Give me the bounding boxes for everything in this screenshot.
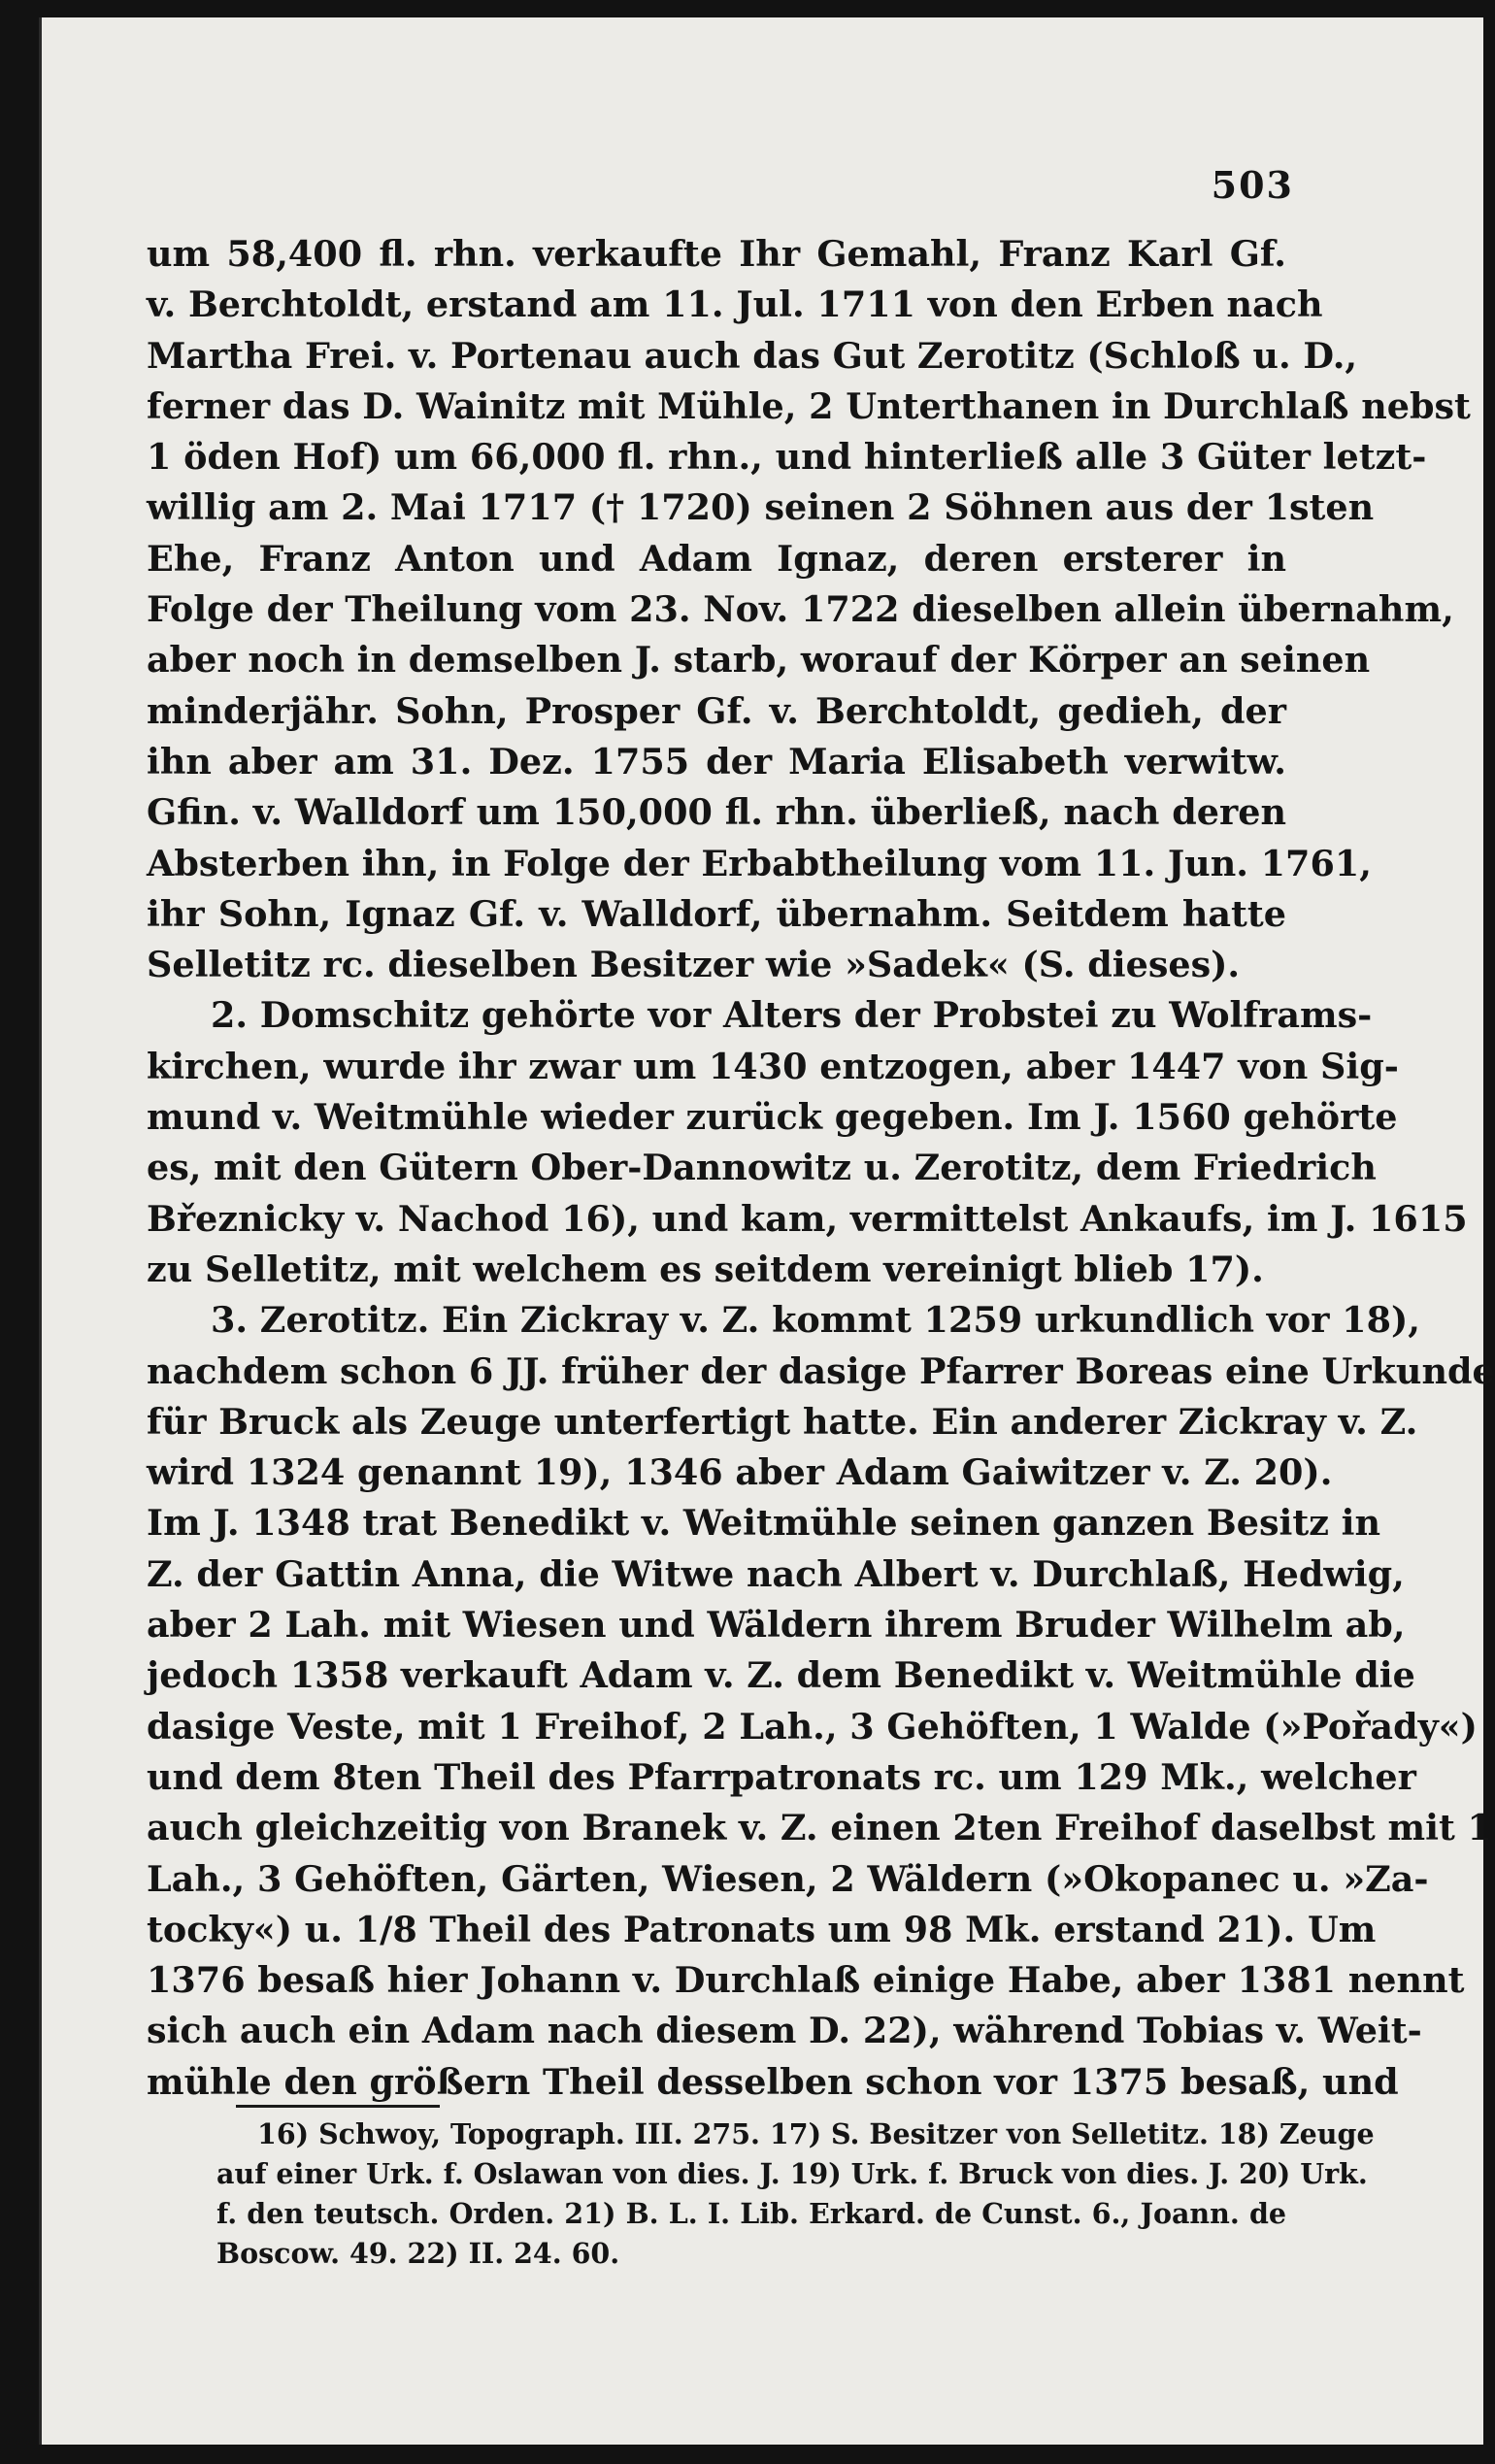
text-line: kirchen, wurde ihr zwar um 1430 entzogen, aber 1447 von Sig- <box>147 1045 1399 1087</box>
text-line: auch gleichzeitig von Branek v. Z. einen 2ten Freihof daselbst mit 1 <box>147 1807 1492 1849</box>
text-line: und dem 8ten Theil des Pfarrpatronats rc. um 129 Mk., welcher <box>147 1755 1416 1798</box>
paragraph-start-line: 3. Zerotitz. Ein Zickray v. Z. kommt 1259 urkundlich vor 18), <box>211 1299 1420 1342</box>
text-line: jedoch 1358 verkauft Adam v. Z. dem Benedikt v. Weitmühle die <box>147 1654 1415 1697</box>
text-line: nachdem schon 6 JJ. früher der dasige Pfarrer Boreas eine Urkunde <box>147 1349 1495 1392</box>
text-line: Selletitz rc. dieselben Besitzer wie »Sadek« (S. dieses). <box>147 944 1241 986</box>
text-line: Absterben ihn, in Folge der Erbabtheilung vom 11. Jun. 1761, <box>147 842 1372 884</box>
text-line: tocky«) u. 1/8 Theil des Patronats um 98 Mk. erstand 21). Um <box>147 1908 1377 1950</box>
text-line: Z. der Gattin Anna, die Witwe nach Albert v. Durchlaß, Hedwig, <box>147 1552 1405 1595</box>
body-text <box>147 229 1495 2108</box>
text-line: ihn aber am 31. Dez. 1755 der Maria Elisabeth verwitw. <box>147 740 1286 782</box>
text-line: aber 2 Lah. mit Wiesen und Wäldern ihrem Bruder Wilhelm ab, <box>147 1604 1406 1647</box>
text-line: es, mit den Gütern Ober-Dannowitz u. Zerotitz, dem Friedrich <box>147 1147 1377 1189</box>
text-line: ihr Sohn, Ignaz Gf. v. Walldorf, übernahm. Seitdem hatte <box>147 892 1286 935</box>
paragraph-start-line: 2. Domschitz gehörte vor Alters der Probstei zu Wolframs- <box>211 994 1373 1037</box>
text-line: Ehe, Franz Anton und Adam Ignaz, deren ersterer in <box>147 537 1286 580</box>
text-line: dasige Veste, mit 1 Freihof, 2 Lah., 3 Gehöften, 1 Walde (»Pořady«) <box>147 1705 1478 1748</box>
text-line: 1376 besaß hier Johann v. Durchlaß einige Habe, aber 1381 nennt <box>147 1959 1465 2002</box>
text-line: sich auch ein Adam nach diesem D. 22), während Tobias v. Weit- <box>147 2010 1422 2052</box>
footnotes <box>216 2114 1375 2274</box>
footnote-line: Boscow. 49. 22) II. 24. 60. <box>216 2237 620 2270</box>
footnote-line: 16) Schwoy, Topograph. III. 275. 17) S. Besitzer von Selletitz. 18) Zeuge <box>257 2117 1375 2150</box>
text-line: Folge der Theilung vom 23. Nov. 1722 dieselben allein übernahm, <box>147 588 1454 631</box>
text-line: minderjähr. Sohn, Prosper Gf. v. Berchtoldt, gedieh, der <box>147 689 1286 732</box>
text-line: Martha Frei. v. Portenau auch das Gut Zerotitz (Schloß u. D., <box>147 334 1358 377</box>
page-number: 503 <box>1211 163 1294 207</box>
text-line: Březnicky v. Nachod 16), und kam, vermittelst Ankaufs, im J. 1615 <box>147 1197 1468 1240</box>
text-line: mund v. Weitmühle wieder zurück gegeben. Im J. 1560 gehörte <box>147 1096 1398 1139</box>
footnote-line: f. den teutsch. Orden. 21) B. L. I. Lib. Erkard. de Cunst. 6., Joann. de <box>216 2197 1286 2230</box>
text-line: Im J. 1348 trat Benedikt v. Weitmühle seinen ganzen Besitz in <box>147 1502 1381 1545</box>
text-line: um 58,400 fl. rhn. verkaufte Ihr Gemahl, Franz Karl Gf. <box>147 233 1286 275</box>
book-page <box>39 17 1495 2445</box>
footnote-line: auf einer Urk. f. Oslawan von dies. J. 19) Urk. f. Bruck von dies. J. 20) Urk. <box>216 2157 1368 2190</box>
text-line: willig am 2. Mai 1717 († 1720) seinen 2 Söhnen aus der 1sten <box>147 486 1375 529</box>
text-line: aber noch in demselben J. starb, worauf der Körper an seinen <box>147 639 1371 682</box>
footnote-divider <box>236 2105 440 2108</box>
text-line: wird 1324 genannt 19), 1346 aber Adam Gaiwitzer v. Z. 20). <box>147 1451 1333 1494</box>
text-line: für Bruck als Zeuge unterfertigt hatte. Ein anderer Zickray v. Z. <box>147 1400 1418 1443</box>
text-line: mühle den größern Theil desselben schon vor 1375 besaß, und <box>147 2060 1399 2103</box>
text-line: zu Selletitz, mit welchem es seitdem vereinigt blieb 17). <box>147 1248 1264 1290</box>
text-line: Lah., 3 Gehöften, Gärten, Wiesen, 2 Wäldern (»Okopanec u. »Za- <box>147 1857 1429 1900</box>
text-line: 1 öden Hof) um 66,000 fl. rhn., und hinterließ alle 3 Güter letzt- <box>147 436 1427 479</box>
text-line: ferner das D. Wainitz mit Mühle, 2 Unterthanen in Durchlaß nebst <box>147 384 1471 427</box>
text-line: v. Berchtoldt, erstand am 11. Jul. 1711 von den Erben nach <box>147 283 1323 326</box>
text-line: Gfin. v. Walldorf um 150,000 fl. rhn. überließ, nach deren <box>147 791 1286 834</box>
